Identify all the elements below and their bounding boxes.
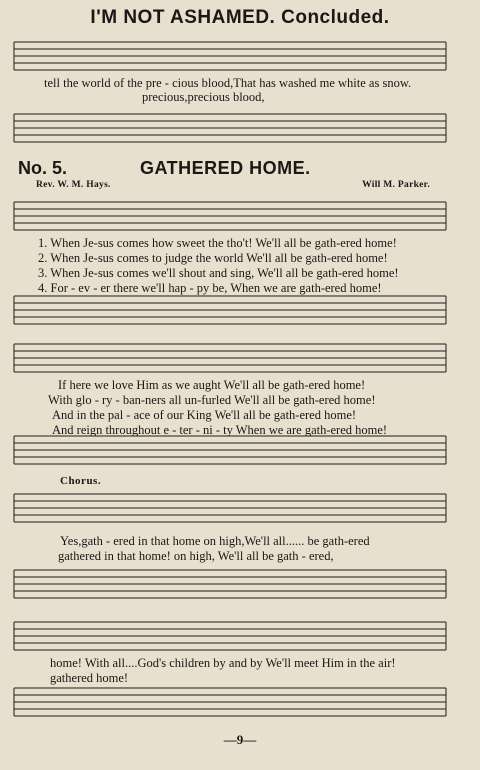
music-staff (0, 338, 480, 382)
music-staff (0, 564, 480, 608)
lyric-line: home! With all....God's children by and by We'll meet Him in the air! (50, 656, 396, 670)
music-staff (0, 290, 480, 334)
music-staff (0, 36, 480, 80)
music-staff (0, 488, 480, 532)
lyric-line: gathered home! (50, 671, 129, 685)
lyric-line: gathered in that home! on high, We'll all be gath - ered, (58, 549, 334, 563)
music-staff (0, 616, 480, 660)
verse-line: If here we love Him as we aught We'll all be gath-ered home! (58, 378, 366, 392)
verse-block (0, 378, 480, 438)
lyrics-block (0, 76, 480, 105)
lyric-line: tell the world of the pre - cious blood,That has washed me white as snow. (44, 76, 412, 90)
page-number: —9— (223, 732, 257, 747)
verse-line: 3. When Je-sus comes we'll shout and sing, We'll all be gath-ered home! (38, 266, 399, 280)
music-staff (0, 430, 480, 474)
verse-line: 1. When Je-sus comes how sweet the tho't! We'll all be gath-ered home! (38, 236, 397, 250)
lyric-line: Yes,gath - ered in that home on high,We'll all...... be gath-ered (60, 534, 370, 548)
lyric-line: precious,precious blood, (142, 90, 265, 104)
verse-line: 4. For - ev - er there we'll hap - py be, When we are gath-ered home! (38, 281, 382, 295)
chorus-label: Chorus. (60, 475, 102, 487)
verse-line: 2. When Je-sus comes to judge the world We'll all be gath-ered home! (38, 251, 388, 265)
lyricist-credit: Rev. W. M. Hays. (36, 180, 111, 190)
verse-line: And in the pal - ace of our King We'll all be gath-ered home! (52, 408, 357, 422)
music-staff (0, 108, 480, 152)
verse-line: With glo - ry - ban-ners all un-furled We'll all be gath-ered home! (48, 393, 376, 407)
song-number: No. 5. (18, 158, 68, 178)
composer-credit: Will M. Parker. (362, 180, 430, 190)
music-staff (0, 196, 480, 240)
verse-line: And reign throughout e - ter - ni - ty When we are gath-ered home! (52, 423, 388, 437)
song-title: GATHERED HOME. (140, 158, 311, 178)
page-title: I'M NOT ASHAMED. Concluded. (90, 7, 390, 28)
chorus-lyrics (0, 534, 480, 564)
verse-block (0, 236, 480, 296)
music-staff (0, 682, 480, 726)
